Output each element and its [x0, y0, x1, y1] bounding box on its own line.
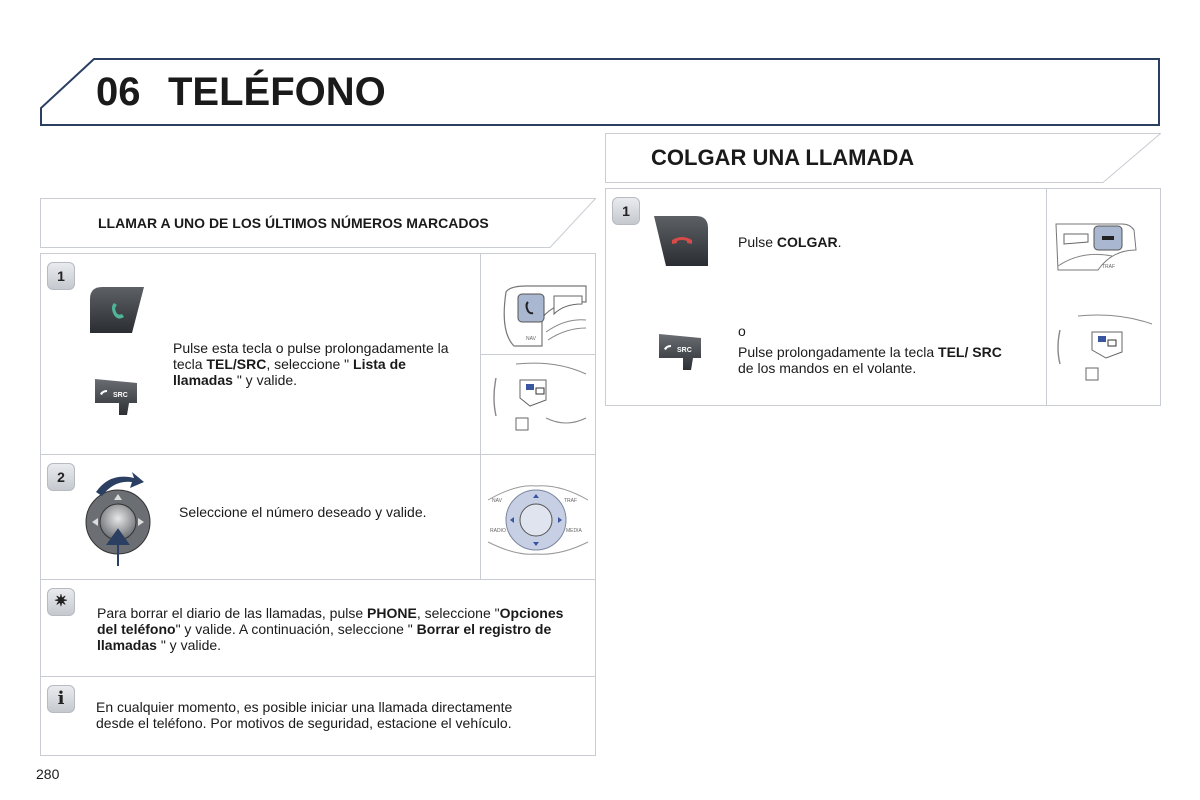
- page-number: 280: [36, 766, 60, 782]
- info-icon: i: [47, 685, 75, 713]
- rotary-knob-icon: [82, 470, 158, 575]
- right-section-title: COLGAR UNA LLAMADA: [651, 145, 915, 170]
- step1-badge: 1: [47, 262, 75, 290]
- hangup-text: Pulse COLGAR.: [738, 234, 842, 250]
- tel-src-key-icon: [93, 375, 139, 422]
- tip-text: Para borrar el diario de las llamadas, pulse PHONE, seleccione "Opciones del teléfono" y valide. A continuación, seleccione " Borrar el registro de llamadas " y valide.: [97, 605, 564, 653]
- src-label: SRC: [113, 392, 128, 399]
- hangup-step-badge: 1: [612, 197, 640, 225]
- phone-key-icon: [88, 285, 146, 340]
- svg-text:TRAF: TRAF: [564, 498, 578, 504]
- tel-src-key-icon-right: [657, 330, 703, 377]
- svg-text:TRAF: TRAF: [1102, 264, 1116, 270]
- svg-text:NAV: NAV: [526, 336, 536, 342]
- tip-bulb-icon: ✷: [47, 588, 75, 616]
- steering-wheel-thumbnail: [486, 358, 590, 457]
- info-text: En cualquier momento, es posible iniciar una llamada directamente desde el teléfono. Por motivos de seguridad, estacione el vehículo.: [96, 699, 513, 731]
- svg-text:MEDIA: MEDIA: [566, 528, 582, 534]
- svg-text:RADIO: RADIO: [490, 528, 506, 534]
- chapter-number: 06: [96, 70, 141, 114]
- svg-text:SRC: SRC: [677, 347, 692, 354]
- step1-text: Pulse esta tecla o pulse prolongadamente la tecla TEL/SRC, seleccione " Lista de llamadas " y valide.: [173, 340, 449, 388]
- hang-up-key-icon: [652, 214, 712, 273]
- console-knob-thumbnail: [486, 480, 590, 565]
- svg-text:NAV: NAV: [492, 498, 502, 504]
- step2-text: Seleccione el número deseado y valide.: [179, 504, 427, 520]
- hangup-alt-text: Pulse prolongadamente la tecla TEL/ SRC de los mandos en el volante.: [738, 344, 1002, 376]
- console-phone-thumbnail: [486, 262, 590, 357]
- steering-wheel-thumbnail-right: [1052, 310, 1156, 395]
- console-hangup-thumbnail: [1052, 210, 1156, 285]
- left-section-title: LLAMAR A UNO DE LOS ÚLTIMOS NÚMEROS MARCADOS: [98, 215, 489, 231]
- right-section-banner: [605, 133, 1161, 183]
- step2-badge: 2: [47, 463, 75, 491]
- left-section-banner: [40, 198, 596, 248]
- chapter-title: TELÉFONO: [168, 70, 386, 114]
- or-text: o: [738, 323, 746, 339]
